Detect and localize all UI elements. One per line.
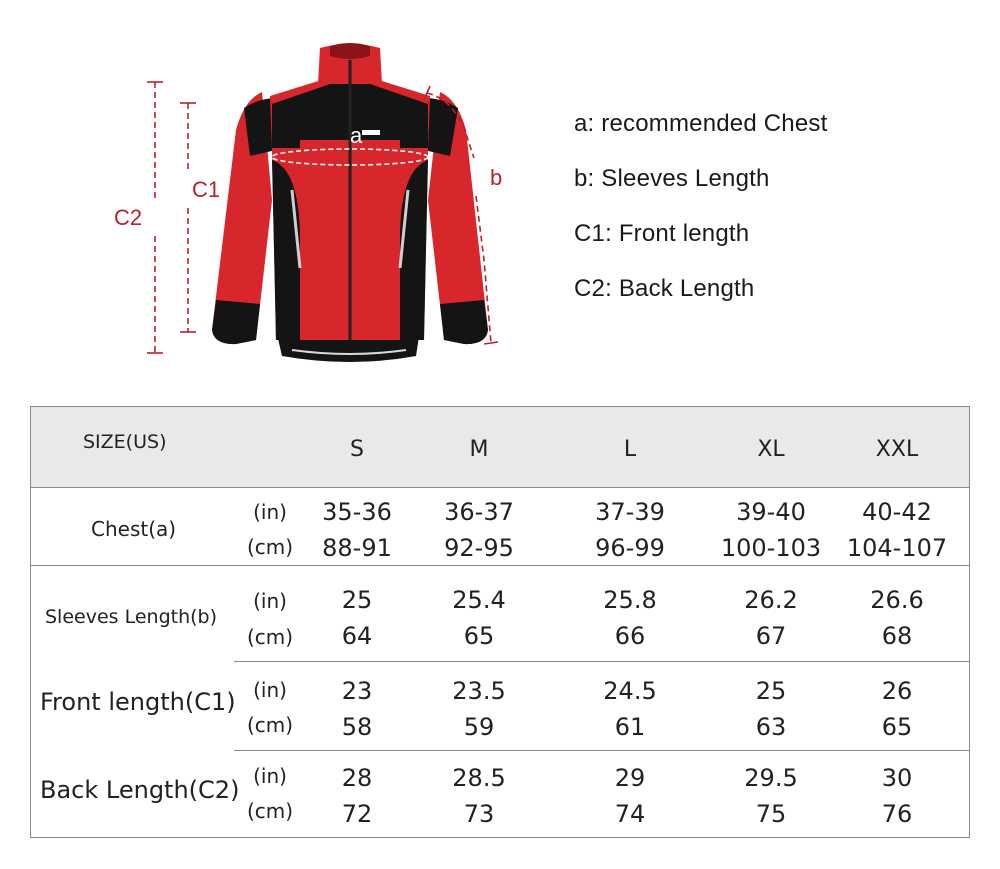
table-cell: 61 [614, 713, 646, 741]
table-cell: 29 [614, 764, 646, 792]
table-cell: 26.6 [870, 586, 924, 614]
label-a: a [350, 123, 363, 148]
size-header-xl: XL [757, 437, 785, 462]
row-label-front-length: Front length(C1) [40, 688, 236, 716]
c1-dimension-line [180, 103, 196, 332]
size-table [30, 406, 970, 838]
size-header-l: L [623, 437, 637, 462]
table-cell: 68 [881, 622, 913, 650]
table-cell: 76 [881, 800, 913, 828]
table-cell: 25.8 [603, 586, 657, 614]
table-cell: 59 [463, 713, 495, 741]
table-cell: 28.5 [452, 764, 506, 792]
table-cell: 65 [463, 622, 495, 650]
table-cell: 40-42 [862, 498, 932, 526]
table-cell: 58 [341, 713, 373, 741]
table-cell: 104-107 [846, 534, 948, 562]
legend-item-chest: a: recommended Chest [574, 110, 828, 137]
table-cell: 35-36 [322, 498, 392, 526]
c2-dimension-line [147, 82, 163, 353]
table-cell: 88-91 [322, 534, 392, 562]
table-cell: 36-37 [444, 498, 514, 526]
label-c2: C2 [114, 205, 143, 230]
table-cell: 73 [463, 800, 495, 828]
table-cell: 75 [755, 800, 787, 828]
table-row-chest [31, 487, 969, 565]
table-cell: 37-39 [595, 498, 665, 526]
table-cell: 63 [755, 713, 787, 741]
unit-in: (in) [253, 500, 287, 524]
unit-cm: (cm) [246, 799, 294, 823]
table-cell: 67 [755, 622, 787, 650]
size-header-m: M [469, 437, 489, 462]
size-header-s: S [350, 437, 364, 462]
unit-cm: (cm) [246, 625, 294, 649]
label-c1: C1 [192, 177, 221, 202]
legend-item-front: C1: Front length [574, 220, 750, 247]
table-cell: 30 [881, 764, 913, 792]
unit-cm: (cm) [246, 535, 294, 559]
size-header-xxl: XXL [875, 437, 919, 462]
row-label-sleeves: Sleeves Length(b) [45, 606, 218, 628]
table-cell: 66 [614, 622, 646, 650]
size-us-header: SIZE(US) [83, 431, 167, 453]
unit-in: (in) [253, 764, 287, 788]
row-label-chest: Chest(a) [91, 517, 177, 541]
table-cell: 24.5 [603, 677, 657, 705]
table-row-sleeves [31, 565, 969, 661]
table-cell: 39-40 [736, 498, 806, 526]
table-cell: 25 [755, 677, 787, 705]
label-b: b [490, 165, 503, 190]
table-cell: 23.5 [452, 677, 506, 705]
table-cell: 25.4 [452, 586, 506, 614]
legend-item-back: C2: Back Length [574, 275, 755, 302]
table-cell: 23 [341, 677, 373, 705]
table-cell: 26 [881, 677, 913, 705]
table-cell: 100-103 [720, 534, 822, 562]
legend-item-sleeves: b: Sleeves Length [574, 165, 770, 192]
row-label-back-length: Back Length(C2) [40, 776, 240, 804]
table-cell: 29.5 [744, 764, 798, 792]
table-cell: 92-95 [444, 534, 514, 562]
jacket-illustration [0, 0, 1000, 380]
table-cell: 26.2 [744, 586, 798, 614]
table-cell: 64 [341, 622, 373, 650]
table-header-row [31, 407, 969, 488]
unit-in: (in) [253, 589, 287, 613]
table-row-back-length [31, 750, 969, 837]
table-cell: 96-99 [595, 534, 665, 562]
jacket-diagram [0, 0, 1000, 380]
measurement-legend [574, 112, 827, 332]
table-cell: 25 [341, 586, 373, 614]
table-cell: 65 [881, 713, 913, 741]
unit-cm: (cm) [246, 713, 294, 737]
table-cell: 28 [341, 764, 373, 792]
unit-in: (in) [253, 678, 287, 702]
table-cell: 72 [341, 800, 373, 828]
table-cell: 74 [614, 800, 646, 828]
table-row-front-length [31, 661, 969, 750]
